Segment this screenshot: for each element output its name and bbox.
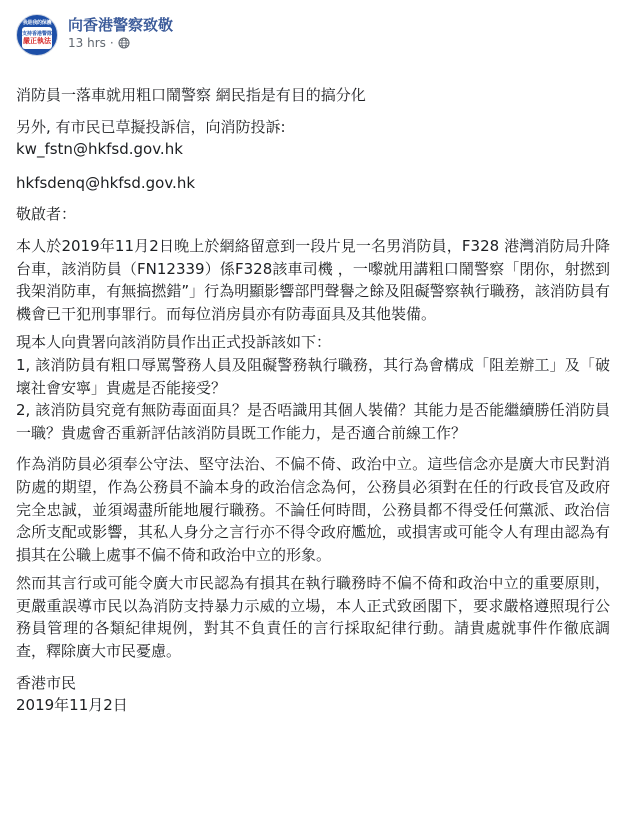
- complaint-item-1: 1, 該消防員有粗口辱罵警務人員及阻礙警務執行職務，其行為會構成「阻差辦工」及「破壞社會安寧」貴處是否能接受？: [16, 355, 610, 397]
- avatar-ring-text: 我是我的保護: [22, 20, 52, 26]
- post-intro: 另外, 有市民已草擬投訴信，向消防投訴:: [16, 117, 286, 136]
- avatar-inner: [22, 27, 52, 49]
- avatar-line1: 支持香港警隊: [22, 30, 53, 37]
- paragraph-4: 然而其言行或可能令廣大市民認為有損其在執行職務時不偏不倚和政治中立的重要原則，更嚴重誤導市民以為消防支持暴力示威的立場，本人正式致函閣下，要求嚴格遵照現行公務員管理的各類紀律規例，對其不負責任的言行採取紀律行動。請貴處就事件作徹底調查，釋除廣大市民憂慮。: [16, 574, 610, 661]
- post-timestamp[interactable]: 13 hrs: [68, 36, 106, 50]
- separator-dot: ·: [109, 36, 114, 50]
- paragraph-2-intro: 現本人向貴署向該消防員作出正式投訴該如下：: [16, 333, 332, 352]
- paragraph-1: 本人於2019年11月2日晚上於網絡留意到一段片見一名男消防員，F328 港灣消防局升降台車，該消防員（FN12339）係F328該車司機 ，一嚟就用講粗口鬧警察「閉你，射撚到我架消防車，有無搞撚錯”」行為明顯影響部門聲譽之餘及阻礙警察執行職務，該消防員有機會已干犯刑事罪行。而每位消房員亦有防毒面具及其他裝備。: [16, 236, 610, 323]
- post-header: [16, 10, 610, 66]
- post-body: [16, 84, 610, 717]
- avatar-line2: 嚴正執法: [23, 36, 51, 45]
- complaint-item-2: 2, 該消防員究竟有無防毒面面具？是否唔識用其個人裝備？其能力是否能繼續勝任消防員一職？貴處會否重新評估該消防員既工作能力，是否適合前線工作？: [16, 401, 610, 442]
- email-address-1[interactable]: kw_fstn@hkfsd.gov.hk: [16, 140, 183, 159]
- post-headline: 消防員一落車就用粗口鬧警察 網民指是有目的搞分化: [16, 86, 366, 104]
- post-subline: [68, 36, 173, 50]
- paragraph-3: 作為消防員必須奉公守法、堅守法治、不偏不倚、政治中立。這些信念亦是廣大市民對消防處的期望，作為公務員不論本身的政治信念為何，公務員必須對在任的行政長官及政府完全忠誠，並須竭盡所能地履行職務。不論任何時間，公務員都不得受任何黨派、政治信念所支配或影響，其私人身分之言行亦不得令政府尷尬，或損害或可能令人有理由認為有損其在公職上處事不偏不倚和政治中立的形象。: [16, 455, 610, 564]
- letter-date: 2019年11月2日: [16, 696, 128, 715]
- page-name-link[interactable]: 向香港警察致敬: [68, 16, 174, 34]
- avatar[interactable]: [16, 14, 58, 56]
- signature: 香港市民: [16, 673, 77, 692]
- post-meta: [68, 10, 173, 50]
- salutation: 敬啟者：: [16, 205, 77, 224]
- email-address-2[interactable]: hkfsdenq@hkfsd.gov.hk: [16, 173, 196, 192]
- globe-icon[interactable]: [118, 37, 130, 49]
